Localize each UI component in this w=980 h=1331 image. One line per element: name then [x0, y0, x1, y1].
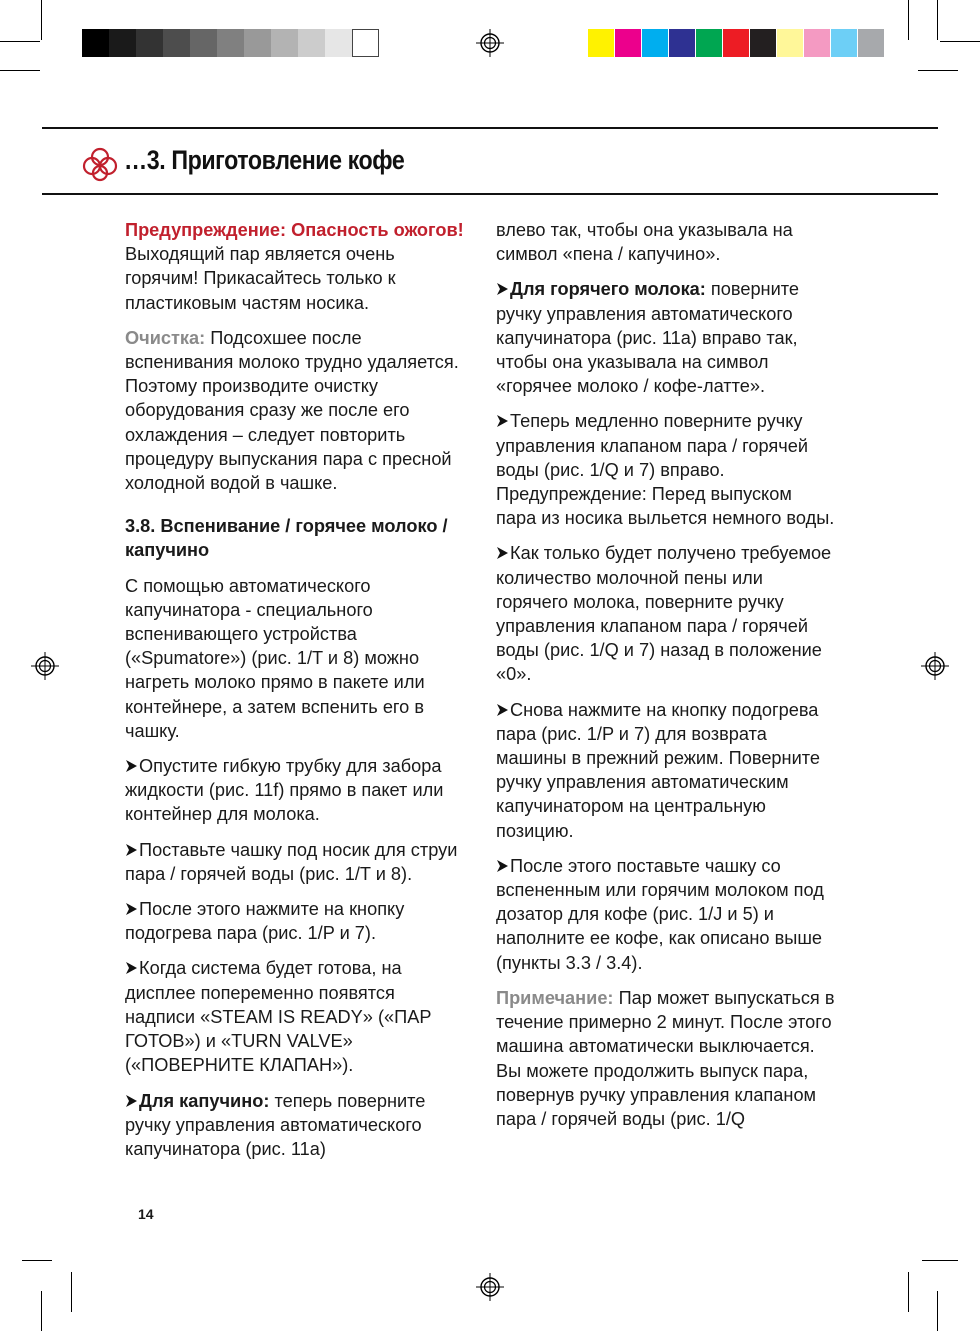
cleaning-text: Подсохшее после вспенивания молоко трудно удаляется. Поэтому производите очистку оборудования сразу же после его охлаждения – следует повторить процедуру выпускания пара с пресной холодной водой в чашке.: [125, 327, 459, 494]
crop-mark-bottom-left-v2: [41, 1291, 42, 1331]
step-text: Опустите гибкую трубку для забора жидкости (рис. 11f) прямо в пакет или контейнер для молока.: [125, 756, 444, 825]
color-swatch-strip: [588, 29, 885, 57]
left-column: [125, 218, 465, 1172]
arrow-bullet-icon: [496, 703, 509, 717]
color-swatch-11: [858, 29, 885, 57]
gray-swatch-10: [325, 29, 352, 57]
arrow-bullet-icon: [125, 902, 138, 916]
crop-mark-bottom-left-h: [22, 1260, 52, 1261]
step-item: [496, 541, 836, 686]
step-text: Поставьте чашку под носик для струи пара / горячей воды (рис. 1/T и 8).: [125, 839, 458, 884]
arrow-bullet-icon: [496, 414, 509, 428]
section-header-title: …3. Приготовление кофе: [124, 145, 405, 175]
crop-mark-top-right-h2: [918, 70, 958, 71]
gray-swatch-1: [82, 29, 109, 57]
crop-mark-bottom-right-v: [908, 1272, 909, 1312]
step-item: [496, 409, 836, 530]
gray-swatch-5: [190, 29, 217, 57]
arrow-bullet-icon: [125, 843, 138, 857]
color-swatch-2: [615, 29, 642, 57]
gray-swatch-2: [109, 29, 136, 57]
step-text: Снова нажмите на кнопку подогрева пара (рис. 1/P и 7) для возврата машины в прежний режим. Поверните ручку управления автоматическим капучинатором на центральную позицию.: [496, 699, 820, 841]
crop-mark-top-left-h2: [0, 70, 40, 71]
gray-swatch-6: [217, 29, 244, 57]
page-number: 14: [138, 1206, 154, 1222]
registration-mark-top-icon: [475, 28, 505, 58]
step-text: Теперь медленно поверните ручку управления клапаном пара / горячей воды (рис. 1/Q и 7) вправо. Предупреждение: Перед выпуском пара из носика выльется немного воды.: [496, 411, 835, 529]
color-swatch-7: [750, 29, 777, 57]
header-top-rule: [42, 127, 938, 129]
arrow-bullet-icon: [496, 546, 509, 560]
step-item: [125, 754, 465, 827]
registration-mark-right-icon: [920, 651, 950, 681]
warning-bold-text: Опасность ожогов!: [291, 220, 464, 240]
cleaning-paragraph: [125, 326, 465, 495]
note-paragraph: [496, 986, 836, 1131]
gray-swatch-strip: [82, 29, 379, 57]
crop-mark-top-left-h: [0, 41, 40, 42]
header-bottom-rule: [42, 193, 938, 195]
registration-mark-bottom-icon: [475, 1272, 505, 1302]
step-text: теперь поверните ручку управления автоматического капучинатора (рис. 11a): [125, 1090, 426, 1159]
color-swatch-4: [669, 29, 696, 57]
step-item: [496, 277, 836, 398]
arrow-bullet-icon: [125, 1094, 138, 1108]
note-label: Примечание:: [496, 987, 614, 1008]
crop-mark-top-right-h: [940, 41, 980, 42]
crop-mark-top-left-v: [41, 0, 42, 40]
color-swatch-9: [804, 29, 831, 57]
arrow-bullet-icon: [496, 282, 509, 296]
gray-swatch-8: [271, 29, 298, 57]
gray-swatch-4: [163, 29, 190, 57]
color-swatch-1: [588, 29, 615, 57]
continuation-paragraph: влево так, чтобы она указывала на символ «пена / капучино».: [496, 220, 793, 265]
arrow-bullet-icon: [496, 859, 509, 873]
step-text: Когда система будет готова, на дисплее попеременно появятся надписи «STEAM IS READY» («ПАР ГОТОВ») и «TURN VALVE» («ПОВЕРНИТЕ КЛАПАН»).: [125, 958, 432, 1076]
step-item: [496, 854, 836, 975]
hot-milk-label: Для горячего молока:: [510, 279, 706, 300]
crop-mark-top-right-v2: [908, 0, 909, 40]
gray-swatch-9: [298, 29, 325, 57]
brand-knot-logo-icon: [80, 146, 120, 182]
color-swatch-6: [723, 29, 750, 57]
section-heading: 3.8. Вспенивание / горячее молоко / капучино: [125, 516, 448, 561]
crop-mark-bottom-left-v: [71, 1272, 72, 1312]
arrow-bullet-icon: [125, 961, 138, 975]
cleaning-label: Очистка:: [125, 327, 206, 348]
crop-mark-bottom-right-v2: [937, 1291, 938, 1331]
gray-swatch-11: [352, 29, 379, 57]
step-item: [125, 1089, 465, 1162]
note-text: Пар может выпускаться в течение примерно 2 минут. После этого машина автоматически выключается. Вы можете продолжить выпуск пара, повернув ручку управления клапаном пара / горячей воды (рис. 1/Q: [496, 987, 835, 1129]
crop-mark-bottom-right-h: [922, 1260, 958, 1261]
color-swatch-3: [642, 29, 669, 57]
step-text: поверните ручку управления автоматического капучинатора (рис. 11a) вправо так, чтобы она указывала на символ «горячее молоко / кофе-латте».: [496, 279, 800, 397]
arrow-bullet-icon: [125, 759, 138, 773]
color-swatch-10: [831, 29, 858, 57]
step-text: После этого нажмите на кнопку подогрева пара (рис. 1/P и 7).: [125, 899, 405, 944]
right-column: [496, 218, 836, 1142]
warning-label: Предупреждение:: [125, 220, 287, 240]
crop-mark-top-right-v: [937, 0, 938, 40]
step-item: [125, 897, 465, 945]
step-text: Как только будет получено требуемое количество молочной пены или горячего молока, поверните ручку управления клапаном пара / горячей воды (рис. 1/Q и 7) назад в положение «0».: [496, 543, 832, 685]
color-swatch-5: [696, 29, 723, 57]
gray-swatch-7: [244, 29, 271, 57]
step-text: После этого поставьте чашку со вспененным или горячим молоком под дозатор для кофе (рис. 1/J и 5) и наполните ее кофе, как описано выше (пункты 3.3 / 3.4).: [496, 855, 824, 973]
step-item: [496, 698, 836, 843]
warning-paragraph: [125, 218, 465, 315]
step-item: [125, 838, 465, 886]
gray-swatch-3: [136, 29, 163, 57]
warning-text: Выходящий пар является очень горячим! Прикасайтесь только к пластиковым частям носика.: [125, 244, 396, 313]
step-item: [125, 956, 465, 1077]
intro-paragraph: С помощью автоматического капучинатора - специального вспенивающего устройства («Spumatore») (рис. 1/T и 8) можно нагреть молоко прямо в пакете или контейнере, а затем вспенить его в чашку.: [125, 575, 425, 741]
registration-mark-left-icon: [30, 651, 60, 681]
color-swatch-8: [777, 29, 804, 57]
cappuccino-label: Для капучино:: [139, 1090, 270, 1111]
